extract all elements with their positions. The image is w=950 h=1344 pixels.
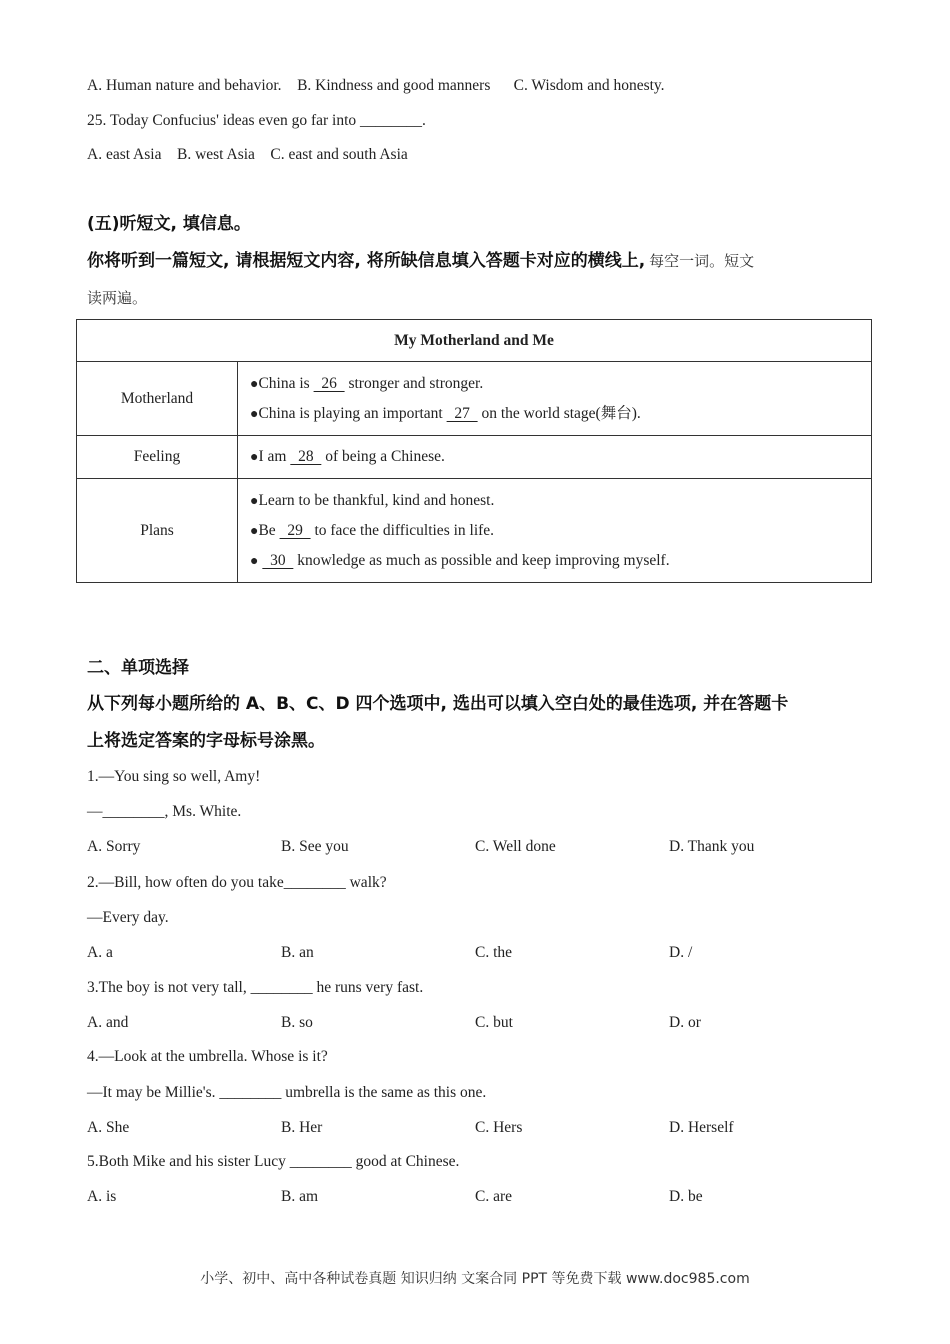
q5-option-a: A. is [87, 1188, 117, 1205]
q25-options [87, 144, 408, 166]
q2-line2: —Every day. [87, 909, 169, 926]
blank-29: 29 [279, 521, 311, 539]
q1-option-b: B. See you [281, 838, 349, 855]
part2-instruction-l2: 上将选定答案的字母标号涂黑。 [87, 731, 325, 751]
q3-option-b: B. so [281, 1014, 313, 1031]
motherland-content: ●China is 26 stronger and stronger. ●China is playing an important 27 on the world stage(舞台). [238, 362, 872, 436]
blank-27: 27 [446, 404, 478, 422]
page-footer: 小学、初中、高中各种试卷真题 知识归纳 文案合同 PPT 等免费下载 www.doc985.com [200, 1271, 750, 1287]
plans-content: ●Learn to be thankful, kind and honest. ●Be 29 to face the difficulties in life. ● 30 knowledge as much as possible and keep improving myself. [238, 479, 872, 583]
q24-option-c: C. Wisdom and honesty. [513, 77, 665, 94]
q25-question: 25. Today Confucius' ideas even go far into ________. [87, 112, 426, 129]
blank-26: 26 [313, 374, 345, 392]
section5-instruction-normal: 每空一词。短文 [649, 252, 755, 270]
q5-option-d: D. be [669, 1188, 703, 1205]
q3-line1: 3.The boy is not very tall, ________ he runs very fast. [87, 979, 424, 996]
motherland-label: Motherland [77, 362, 238, 436]
q2-option-b: B. an [281, 944, 314, 961]
q3-option-c: C. but [475, 1014, 513, 1031]
part2-title: 二、单项选择 [87, 658, 189, 678]
section5-title: (五)听短文, 填信息。 [87, 214, 251, 234]
q3-option-d: D. or [669, 1014, 701, 1031]
table-title-row [77, 320, 872, 362]
q3-option-a: A. and [87, 1014, 129, 1031]
part2-instruction-l1: 从下列每小题所给的 A、B、C、D 四个选项中, 选出可以填入空白处的最佳选项, 并在答题卡 [87, 694, 789, 714]
q2-option-c: C. the [475, 944, 513, 961]
plans-label: Plans [77, 479, 238, 583]
q1-line1: 1.—You sing so well, Amy! [87, 768, 261, 785]
bullet-icon: ● [250, 523, 259, 539]
q1-option-c: C. Well done [475, 838, 556, 855]
section5-instruction-bold: 你将听到一篇短文, 请根据短文内容, 将所缺信息填入答题卡对应的横线上, [87, 251, 646, 271]
q2-option-a: A. a [87, 944, 113, 961]
table-title: My Motherland and Me [77, 320, 872, 362]
q24-options [87, 75, 665, 97]
section5-instruction-line2: 读两遍。 [87, 289, 148, 307]
table-row-plans [77, 479, 872, 583]
blank-30: 30 [262, 551, 294, 569]
q1-option-d: D. Thank you [669, 838, 755, 855]
q4-option-b: B. Her [281, 1119, 323, 1136]
bullet-icon: ● [250, 493, 259, 509]
q4-line1: 4.—Look at the umbrella. Whose is it? [87, 1048, 328, 1065]
q1-line2: —________, Ms. White. [87, 803, 242, 820]
section5-instruction [87, 250, 754, 273]
table-row-motherland [77, 362, 872, 436]
bullet-icon: ● [250, 450, 259, 465]
q1-option-a: A. Sorry [87, 838, 141, 855]
blank-28: 28 [290, 448, 322, 465]
q4-option-a: A. She [87, 1119, 130, 1136]
q25-option-a: A. east Asia [87, 146, 162, 163]
bullet-icon: ● [250, 553, 259, 569]
feeling-content: ●I am 28 of being a Chinese. [238, 436, 872, 479]
q5-option-b: B. am [281, 1188, 319, 1205]
q24-option-b: B. Kindness and good manners [297, 77, 491, 94]
q4-option-c: C. Hers [475, 1119, 523, 1136]
q2-option-d: D. / [669, 944, 693, 961]
q25-option-b: B. west Asia [176, 146, 255, 163]
q5-option-c: C. are [475, 1188, 513, 1205]
q25-option-c: C. east and south Asia [270, 146, 408, 163]
info-table [76, 319, 872, 583]
feeling-label: Feeling [77, 436, 238, 479]
table-row-feeling [77, 436, 872, 479]
bullet-icon: ● [250, 376, 259, 392]
q4-option-d: D. Herself [669, 1119, 734, 1136]
q5-line1: 5.Both Mike and his sister Lucy ________ good at Chinese. [87, 1153, 460, 1170]
q2-line1: 2.—Bill, how often do you take________ walk? [87, 874, 387, 891]
q24-option-a: A. Human nature and behavior. [87, 77, 282, 94]
bullet-icon: ● [250, 406, 259, 422]
q4-line2: —It may be Millie's. ________ umbrella is the same as this one. [87, 1084, 487, 1101]
